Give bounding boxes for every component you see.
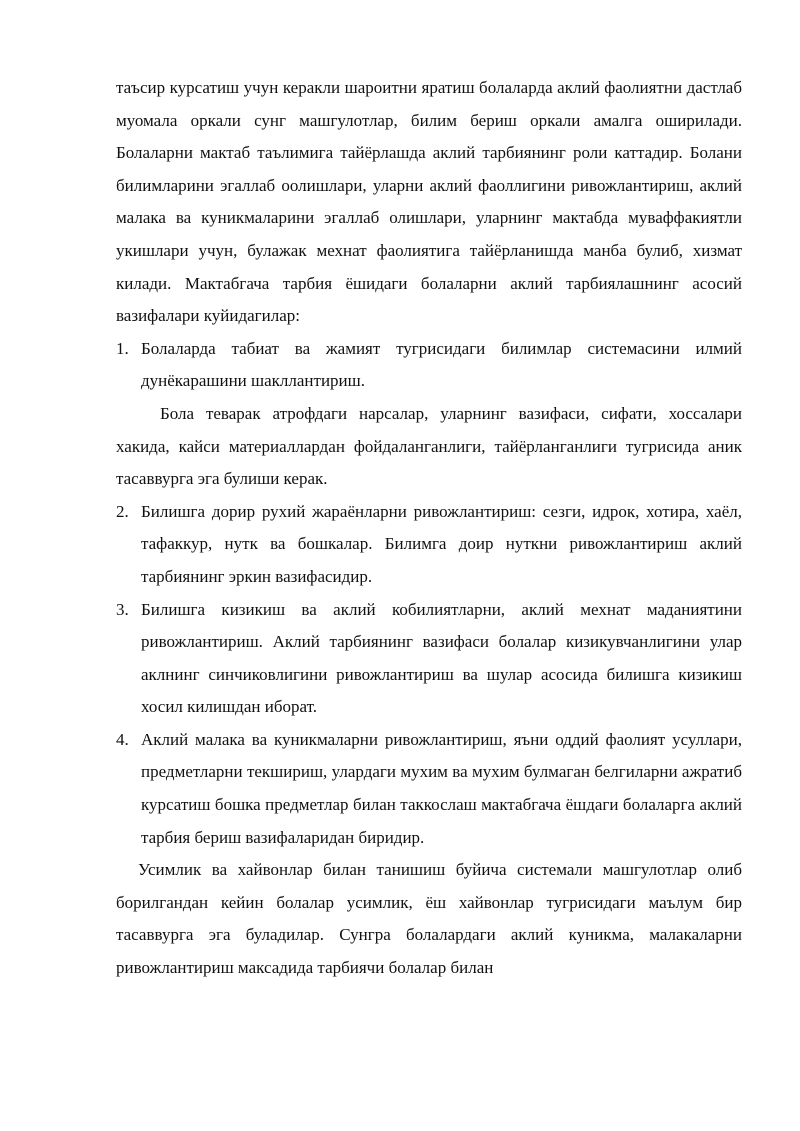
list-number: 4.	[116, 729, 129, 749]
list-number: 3.	[116, 599, 129, 619]
list-item-text: Болаларда табиат ва жамият тугрисидаги билимлар системасини илмий дунёкарашини шакллантириш.	[141, 338, 742, 391]
page-text	[116, 72, 742, 985]
list-number: 1.	[116, 338, 129, 358]
list-item-text: Аклий малака ва куникмаларни ривожлантириш, яъни оддий фаолият усуллари, предметларни текшириш, улардаги мухим ва мухим булмаган белгиларни ажратиб курсатиш бошка предметлар билан таккослаш мактабгача ёшдаги болаларга аклий тарбия бериш вазифаларидан биридир.	[141, 729, 742, 847]
list-item-text: Билишга дорир рухий жараёнларни ривожлантириш: сезги, идрок, хотира, хаёл, тафаккур, нутк ва бошкалар. Билимга доир нуткни ривожлантириш аклий тарбиянинг эркин вазифасидир.	[141, 501, 742, 586]
list-number: 2.	[116, 501, 129, 521]
list-item-1	[116, 333, 742, 398]
list-item-4	[116, 724, 742, 854]
list-item-2	[116, 496, 742, 594]
list-item-text: Билишга кизикиш ва аклий кобилиятларни, аклий мехнат маданиятини ривожлантириш. Аклий тарбиянинг вазифаси болалар кизикувчанлигини улар аклнинг синчиковлигини ривожлантириш ва шулар асосида билишга кизикиш хосил килишдан иборат.	[141, 599, 742, 717]
paragraph-intro: таъсир курсатиш учун керакли шароитни яратиш болаларда аклий фаолиятни дастлаб муомала оркали сунг машгулотлар, билим бериш оркали амалга оширилади. Болаларни мактаб таълимига тайёрлашда аклий тарбиянинг роли каттадир. Болани билимларини эгаллаб оолишлари, уларни аклий фаоллигини ривожлантириш, аклий малака ва куникмаларини эгаллаб олишлари, уларнинг мактабда муваффакиятли укишлари учун, булажак мехнат фаолиятига тайёрланишда манба булиб, хизмат килади. Мактабгача тарбия ёшидаги болаларни аклий тарбиялашнинг асосий вазифалари куйидагилар:	[116, 78, 742, 326]
list-item-3	[116, 594, 742, 724]
paragraph-final: Усимлик ва хайвонлар билан танишиш буйича системали машгулотлар олиб борилгандан кейин болалар усимлик, ёш хайвонлар тугрисидаги маълум бир тасаввурга эга буладилар. Сунгра болалардаги аклий куникма, малакаларни ривожлантириш максадида тарбиячи болалар билан	[116, 860, 742, 978]
paragraph-bola: Бола теварак атрофдаги нарсалар, уларнинг вазифаси, сифати, хоссалари хакида, кайси материаллардан фойдаланганлиги, тайёрланганлиги тугрисида аник тасаввурга эга булиши керак.	[116, 403, 742, 489]
